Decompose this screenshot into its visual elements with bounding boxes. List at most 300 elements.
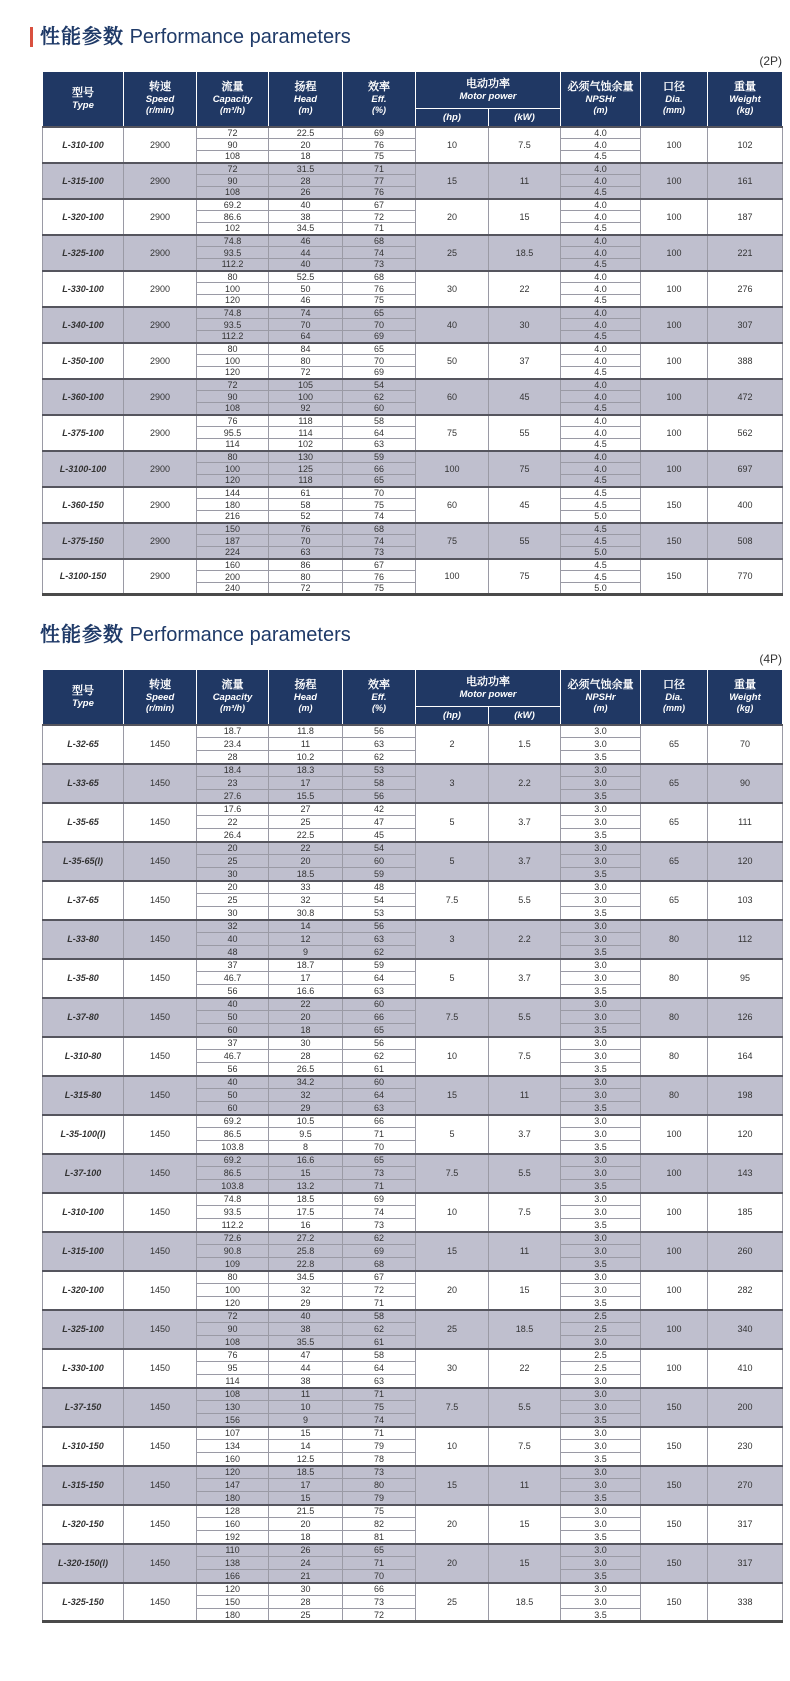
npshr-cell: 2.5 (561, 1362, 641, 1375)
eff-cell: 73 (343, 1596, 416, 1609)
weight-cell: 112 (708, 920, 783, 959)
title-chinese: 性能参数 (40, 26, 124, 48)
table-row (43, 959, 783, 972)
head-cell: 9 (269, 946, 343, 959)
eff-cell: 71 (343, 1388, 416, 1401)
capacity-cell: 108 (197, 403, 269, 415)
hp-cell: 7.5 (416, 881, 489, 920)
col-header-hp: (hp) (416, 707, 489, 725)
npshr-cell: 3.0 (561, 1505, 641, 1518)
head-cell: 15 (269, 1427, 343, 1440)
model-type-cell: L-315-100 (43, 1232, 124, 1271)
table-header (43, 72, 783, 127)
table-row (43, 764, 783, 777)
capacity-cell: 18.4 (197, 764, 269, 777)
model-type-cell: L-35-100(I) (43, 1115, 124, 1154)
weight-cell: 111 (708, 803, 783, 842)
speed-cell: 1450 (124, 998, 197, 1037)
eff-cell: 60 (343, 998, 416, 1011)
weight-cell: 185 (708, 1193, 783, 1232)
hp-cell: 75 (416, 523, 489, 559)
capacity-cell: 72 (197, 379, 269, 391)
eff-cell: 69 (343, 331, 416, 343)
capacity-cell: 72 (197, 1310, 269, 1323)
col-header-kw: (kW) (489, 707, 561, 725)
dia-cell: 100 (641, 379, 708, 415)
model-type-cell: L-325-100 (43, 1310, 124, 1349)
col-header-kw: (kW) (489, 109, 561, 127)
npshr-cell: 3.0 (561, 842, 641, 855)
model-type-cell: L-360-150 (43, 487, 124, 523)
eff-cell: 67 (343, 559, 416, 571)
npshr-cell: 4.5 (561, 523, 641, 535)
head-cell: 22 (269, 998, 343, 1011)
hp-cell: 10 (416, 1037, 489, 1076)
hp-cell: 40 (416, 307, 489, 343)
eff-cell: 42 (343, 803, 416, 816)
eff-cell: 74 (343, 535, 416, 547)
pole-count-tag: (2P) (759, 54, 782, 68)
weight-cell: 340 (708, 1310, 783, 1349)
npshr-cell: 3.0 (561, 1583, 641, 1596)
model-type-cell: L-37-100 (43, 1154, 124, 1193)
capacity-cell: 134 (197, 1440, 269, 1453)
dia-cell: 150 (641, 559, 708, 595)
weight-cell: 388 (708, 343, 783, 379)
capacity-cell: 80 (197, 271, 269, 283)
eff-cell: 69 (343, 127, 416, 139)
title-english: Performance parameters (129, 26, 351, 48)
table-row (43, 1271, 783, 1284)
table-row (43, 1037, 783, 1050)
capacity-cell: 50 (197, 1011, 269, 1024)
head-cell: 64 (269, 331, 343, 343)
model-type-cell: L-37-80 (43, 998, 124, 1037)
head-cell: 30.8 (269, 907, 343, 920)
capacity-cell: 130 (197, 1401, 269, 1414)
eff-cell: 56 (343, 1037, 416, 1050)
kw-cell: 7.5 (489, 127, 561, 163)
eff-cell: 45 (343, 829, 416, 842)
weight-cell: 317 (708, 1544, 783, 1583)
model-type-cell: L-35-65(I) (43, 842, 124, 881)
npshr-cell: 3.0 (561, 777, 641, 790)
hp-cell: 100 (416, 451, 489, 487)
head-cell: 10.2 (269, 751, 343, 764)
eff-cell: 56 (343, 790, 416, 803)
eff-cell: 63 (343, 738, 416, 751)
head-cell: 40 (269, 199, 343, 211)
npshr-cell: 3.0 (561, 816, 641, 829)
head-cell: 12.5 (269, 1453, 343, 1466)
eff-cell: 58 (343, 777, 416, 790)
capacity-cell: 108 (197, 1388, 269, 1401)
eff-cell: 66 (343, 1115, 416, 1128)
head-cell: 20 (269, 1011, 343, 1024)
npshr-cell: 3.0 (561, 894, 641, 907)
hp-cell: 20 (416, 1544, 489, 1583)
table-row (43, 451, 783, 463)
capacity-cell: 37 (197, 1037, 269, 1050)
eff-cell: 64 (343, 1089, 416, 1102)
capacity-cell: 110 (197, 1544, 269, 1557)
model-type-cell: L-37-65 (43, 881, 124, 920)
eff-cell: 75 (343, 499, 416, 511)
capacity-cell: 180 (197, 1609, 269, 1622)
kw-cell: 18.5 (489, 1310, 561, 1349)
eff-cell: 60 (343, 855, 416, 868)
speed-cell: 1450 (124, 1115, 197, 1154)
eff-cell: 59 (343, 959, 416, 972)
speed-cell: 1450 (124, 1583, 197, 1622)
weight-cell: 95 (708, 959, 783, 998)
pole-count-tag: (4P) (759, 652, 782, 666)
npshr-cell: 4.5 (561, 295, 641, 307)
head-cell: 30 (269, 1583, 343, 1596)
col-header-type: 型号 Type (43, 72, 124, 127)
weight-cell: 200 (708, 1388, 783, 1427)
kw-cell: 45 (489, 379, 561, 415)
capacity-cell: 56 (197, 985, 269, 998)
capacity-cell: 74.8 (197, 1193, 269, 1206)
dia-cell: 65 (641, 803, 708, 842)
npshr-cell: 3.0 (561, 1011, 641, 1024)
capacity-cell: 20 (197, 881, 269, 894)
table-row (43, 307, 783, 319)
weight-cell: 508 (708, 523, 783, 559)
capacity-cell: 187 (197, 535, 269, 547)
capacity-cell: 30 (197, 907, 269, 920)
dia-cell: 100 (641, 1310, 708, 1349)
head-cell: 26.5 (269, 1063, 343, 1076)
eff-cell: 79 (343, 1492, 416, 1505)
eff-cell: 59 (343, 868, 416, 881)
head-cell: 17.5 (269, 1206, 343, 1219)
capacity-cell: 93.5 (197, 319, 269, 331)
head-cell: 12 (269, 933, 343, 946)
eff-cell: 62 (343, 391, 416, 403)
head-cell: 63 (269, 547, 343, 559)
capacity-cell: 216 (197, 511, 269, 523)
npshr-cell: 3.5 (561, 751, 641, 764)
head-cell: 25.8 (269, 1245, 343, 1258)
speed-cell: 1450 (124, 959, 197, 998)
model-type-cell: L-3100-100 (43, 451, 124, 487)
speed-cell: 1450 (124, 725, 197, 764)
npshr-cell: 4.0 (561, 163, 641, 175)
npshr-cell: 3.0 (561, 972, 641, 985)
eff-cell: 73 (343, 547, 416, 559)
dia-cell: 150 (641, 1544, 708, 1583)
model-type-cell: L-32-65 (43, 725, 124, 764)
kw-cell: 3.7 (489, 1115, 561, 1154)
capacity-cell: 60 (197, 1024, 269, 1037)
npshr-cell: 4.5 (561, 475, 641, 487)
npshr-cell: 4.5 (561, 151, 641, 163)
head-cell: 46 (269, 295, 343, 307)
npshr-cell: 2.5 (561, 1323, 641, 1336)
kw-cell: 18.5 (489, 1583, 561, 1622)
head-cell: 22 (269, 842, 343, 855)
capacity-cell: 80 (197, 1271, 269, 1284)
head-cell: 100 (269, 391, 343, 403)
col-header-type: 型号 Type (43, 670, 124, 725)
capacity-cell: 180 (197, 499, 269, 511)
capacity-cell: 160 (197, 1453, 269, 1466)
speed-cell: 1450 (124, 1466, 197, 1505)
npshr-cell: 4.0 (561, 127, 641, 139)
head-cell: 27 (269, 803, 343, 816)
capacity-cell: 107 (197, 1427, 269, 1440)
npshr-cell: 3.0 (561, 1336, 641, 1349)
model-type-cell: L-33-65 (43, 764, 124, 803)
eff-cell: 68 (343, 1258, 416, 1271)
npshr-cell: 4.0 (561, 391, 641, 403)
capacity-cell: 100 (197, 463, 269, 475)
eff-cell: 70 (343, 355, 416, 367)
dia-cell: 100 (641, 235, 708, 271)
capacity-cell: 28 (197, 751, 269, 764)
speed-cell: 1450 (124, 1349, 197, 1388)
head-cell: 38 (269, 211, 343, 223)
hp-cell: 25 (416, 1310, 489, 1349)
capacity-cell: 32 (197, 920, 269, 933)
eff-cell: 74 (343, 247, 416, 259)
kw-cell: 22 (489, 271, 561, 307)
weight-cell: 126 (708, 998, 783, 1037)
npshr-cell: 3.5 (561, 1414, 641, 1427)
dia-cell: 80 (641, 998, 708, 1037)
capacity-cell: 103.8 (197, 1141, 269, 1154)
capacity-cell: 40 (197, 998, 269, 1011)
hp-cell: 3 (416, 920, 489, 959)
capacity-cell: 72 (197, 127, 269, 139)
npshr-cell: 4.0 (561, 175, 641, 187)
npshr-cell: 4.5 (561, 259, 641, 271)
col-header-dia: 口径 Dia. (mm) (641, 72, 708, 127)
head-cell: 14 (269, 1440, 343, 1453)
eff-cell: 75 (343, 583, 416, 595)
eff-cell: 62 (343, 1323, 416, 1336)
eff-cell: 60 (343, 1076, 416, 1089)
eff-cell: 70 (343, 1570, 416, 1583)
head-cell: 31.5 (269, 163, 343, 175)
dia-cell: 100 (641, 1349, 708, 1388)
npshr-cell: 4.5 (561, 499, 641, 511)
eff-cell: 71 (343, 1128, 416, 1141)
hp-cell: 75 (416, 415, 489, 451)
dia-cell: 150 (641, 1388, 708, 1427)
eff-cell: 65 (343, 1024, 416, 1037)
npshr-cell: 4.0 (561, 319, 641, 331)
model-type-cell: L-315-100 (43, 163, 124, 199)
speed-cell: 2900 (124, 235, 197, 271)
title-chinese: 性能参数 (40, 624, 124, 646)
npshr-cell: 3.0 (561, 1232, 641, 1245)
eff-cell: 69 (343, 367, 416, 379)
head-cell: 44 (269, 1362, 343, 1375)
eff-cell: 62 (343, 946, 416, 959)
eff-cell: 71 (343, 1180, 416, 1193)
weight-cell: 143 (708, 1154, 783, 1193)
capacity-cell: 56 (197, 1063, 269, 1076)
kw-cell: 15 (489, 199, 561, 235)
npshr-cell: 3.0 (561, 1544, 641, 1557)
eff-cell: 75 (343, 151, 416, 163)
npshr-cell: 3.0 (561, 1076, 641, 1089)
npshr-cell: 3.0 (561, 738, 641, 751)
head-cell: 11 (269, 1388, 343, 1401)
hp-cell: 25 (416, 235, 489, 271)
weight-cell: 164 (708, 1037, 783, 1076)
weight-cell: 270 (708, 1466, 783, 1505)
table-row (43, 379, 783, 391)
table-body-4p (43, 725, 783, 1622)
eff-cell: 73 (343, 1219, 416, 1232)
dia-cell: 100 (641, 1115, 708, 1154)
col-header-motor-power: 电动功率 Motor power (416, 72, 561, 109)
capacity-cell: 25 (197, 894, 269, 907)
head-cell: 105 (269, 379, 343, 391)
eff-cell: 72 (343, 211, 416, 223)
npshr-cell: 3.0 (561, 998, 641, 1011)
col-header-eff: 效率 Eff. (%) (343, 72, 416, 127)
eff-cell: 66 (343, 1011, 416, 1024)
npshr-cell: 3.0 (561, 1557, 641, 1570)
eff-cell: 70 (343, 1141, 416, 1154)
table-row (43, 1544, 783, 1557)
npshr-cell: 3.5 (561, 1453, 641, 1466)
dia-cell: 150 (641, 1466, 708, 1505)
head-cell: 80 (269, 355, 343, 367)
model-type-cell: L-310-100 (43, 1193, 124, 1232)
eff-cell: 76 (343, 571, 416, 583)
head-cell: 28 (269, 1050, 343, 1063)
capacity-cell: 30 (197, 868, 269, 881)
dia-cell: 150 (641, 1427, 708, 1466)
performance-table-2p (42, 71, 783, 596)
capacity-cell: 69.2 (197, 1154, 269, 1167)
npshr-cell: 3.5 (561, 1102, 641, 1115)
npshr-cell: 2.5 (561, 1349, 641, 1362)
hp-cell: 5 (416, 842, 489, 881)
capacity-cell: 90 (197, 1323, 269, 1336)
capacity-cell: 69.2 (197, 1115, 269, 1128)
eff-cell: 47 (343, 816, 416, 829)
capacity-cell: 138 (197, 1557, 269, 1570)
npshr-cell: 3.0 (561, 1037, 641, 1050)
capacity-cell: 156 (197, 1414, 269, 1427)
table-row (43, 1115, 783, 1128)
hp-cell: 30 (416, 1349, 489, 1388)
speed-cell: 2900 (124, 271, 197, 307)
speed-cell: 2900 (124, 163, 197, 199)
npshr-cell: 5.0 (561, 511, 641, 523)
speed-cell: 2900 (124, 451, 197, 487)
npshr-cell: 3.5 (561, 1258, 641, 1271)
col-header-npshr: 必须气蚀余量 NPSHr (m) (561, 72, 641, 127)
speed-cell: 2900 (124, 487, 197, 523)
eff-cell: 72 (343, 1609, 416, 1622)
speed-cell: 1450 (124, 1427, 197, 1466)
capacity-cell: 147 (197, 1479, 269, 1492)
npshr-cell: 4.5 (561, 535, 641, 547)
eff-cell: 75 (343, 1401, 416, 1414)
kw-cell: 30 (489, 307, 561, 343)
hp-cell: 20 (416, 1505, 489, 1544)
head-cell: 18.7 (269, 959, 343, 972)
capacity-cell: 25 (197, 855, 269, 868)
capacity-cell: 95 (197, 1362, 269, 1375)
model-type-cell: L-3100-150 (43, 559, 124, 595)
weight-cell: 90 (708, 764, 783, 803)
model-type-cell: L-320-150(I) (43, 1544, 124, 1583)
eff-cell: 61 (343, 1063, 416, 1076)
capacity-cell: 128 (197, 1505, 269, 1518)
npshr-cell: 3.0 (561, 1466, 641, 1479)
head-cell: 102 (269, 439, 343, 451)
head-cell: 74 (269, 307, 343, 319)
eff-cell: 72 (343, 1284, 416, 1297)
eff-cell: 70 (343, 487, 416, 499)
weight-cell: 697 (708, 451, 783, 487)
table-body-2p (43, 127, 783, 595)
eff-cell: 73 (343, 259, 416, 271)
eff-cell: 69 (343, 1193, 416, 1206)
eff-cell: 75 (343, 295, 416, 307)
npshr-cell: 4.0 (561, 415, 641, 427)
weight-cell: 282 (708, 1271, 783, 1310)
npshr-cell: 4.0 (561, 247, 641, 259)
eff-cell: 78 (343, 1453, 416, 1466)
head-cell: 13.2 (269, 1180, 343, 1193)
npshr-cell: 3.0 (561, 1245, 641, 1258)
table-row (43, 487, 783, 499)
speed-cell: 2900 (124, 307, 197, 343)
model-type-cell: L-315-150 (43, 1466, 124, 1505)
table-row (43, 271, 783, 283)
hp-cell: 20 (416, 1271, 489, 1310)
eff-cell: 61 (343, 1336, 416, 1349)
kw-cell: 5.5 (489, 998, 561, 1037)
speed-cell: 1450 (124, 842, 197, 881)
table-row (43, 415, 783, 427)
dia-cell: 100 (641, 1154, 708, 1193)
speed-cell: 1450 (124, 764, 197, 803)
model-type-cell: L-315-80 (43, 1076, 124, 1115)
weight-cell: 410 (708, 1349, 783, 1388)
npshr-cell: 3.5 (561, 1531, 641, 1544)
npshr-cell: 4.5 (561, 331, 641, 343)
head-cell: 26 (269, 1544, 343, 1557)
kw-cell: 11 (489, 1232, 561, 1271)
head-cell: 92 (269, 403, 343, 415)
npshr-cell: 4.5 (561, 559, 641, 571)
hp-cell: 15 (416, 163, 489, 199)
kw-cell: 15 (489, 1544, 561, 1583)
eff-cell: 64 (343, 427, 416, 439)
weight-cell: 161 (708, 163, 783, 199)
head-cell: 76 (269, 523, 343, 535)
kw-cell: 5.5 (489, 1388, 561, 1427)
head-cell: 15 (269, 1492, 343, 1505)
table-row (43, 1466, 783, 1479)
npshr-cell: 4.5 (561, 487, 641, 499)
kw-cell: 11 (489, 1466, 561, 1505)
npshr-cell: 3.5 (561, 985, 641, 998)
model-type-cell: L-375-100 (43, 415, 124, 451)
eff-cell: 62 (343, 751, 416, 764)
